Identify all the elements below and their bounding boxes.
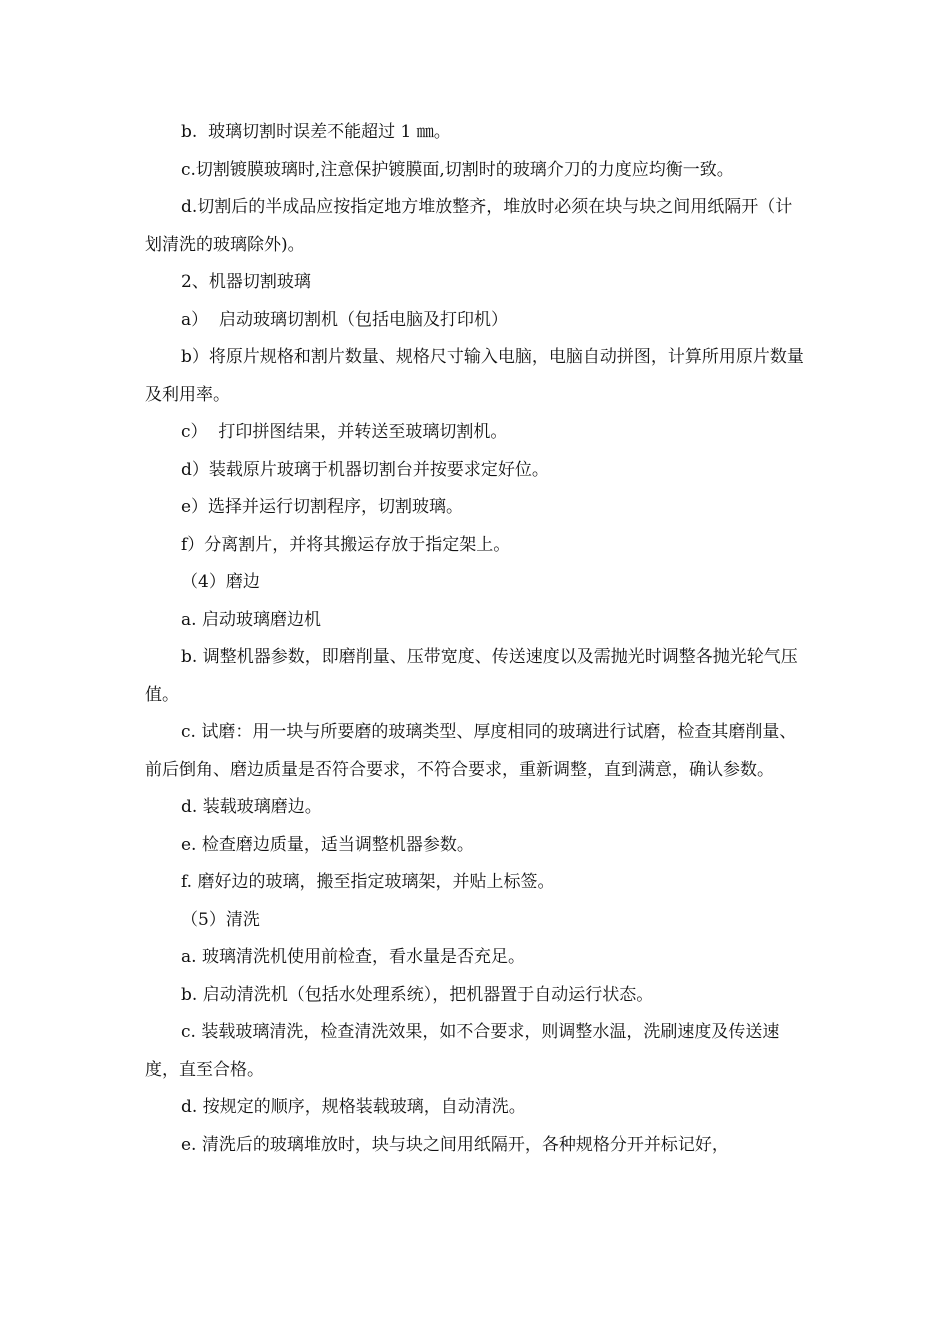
paragraph-run-program: e）选择并运行切割程序，切割玻璃。 (181, 497, 464, 517)
paragraph-move-to-rack: f. 磨好边的玻璃，搬至指定玻璃架，并贴上标签。 (181, 872, 555, 892)
paragraph-start-edger: a. 启动玻璃磨边机 (181, 609, 321, 630)
paragraph-check-water: a. 玻璃清洗机使用前检查，看水量是否充足。 (181, 947, 525, 967)
paragraph-start-cutter: a） 启动玻璃切割机（包括电脑及打印机） (181, 309, 508, 330)
paragraph-load-edging: d. 装载玻璃磨边。 (181, 797, 322, 817)
paragraph-stacking: d.切割后的半成品应按指定地方堆放整齐，堆放时必须在块与块之间用纸隔开（计划清洗的玻璃除外)。 (145, 197, 793, 255)
paragraph-start-washer: b. 启动清洗机（包括水处理系统），把机器置于自动运行状态。 (181, 984, 654, 1005)
paragraph-load-glass: d）装载原片玻璃于机器切割台并按要求定好位。 (181, 459, 549, 480)
paragraph-stack-after-cleaning: e. 清洗后的玻璃堆放时，块与块之间用纸隔开，各种规格分开并标记好， (181, 1134, 729, 1155)
paragraph-print-layout: c） 打印拼图结果，并转送至玻璃切割机。 (181, 422, 508, 442)
heading-cleaning: （5）清洗 (181, 909, 260, 930)
paragraph-load-cleaning: d. 按规定的顺序，规格装载玻璃，自动清洗。 (181, 1097, 526, 1117)
document-body (145, 114, 809, 1164)
paragraph-adjust-params: b. 调整机器参数，即磨削量、压带宽度、传送速度以及需抛光时调整各抛光轮气压值。 (145, 647, 798, 705)
paragraph-trial-grind: c. 试磨：用一块与所要磨的玻璃类型、厚度相同的玻璃进行试磨，检查其磨削量、前后倒角、磨边质量是否符合要求，不符合要求，重新调整，直到满意，确认参数。 (145, 722, 797, 780)
heading-edging: （4）磨边 (181, 572, 260, 592)
paragraph-coated-glass: c.切割镀膜玻璃时,注意保护镀膜面,切割时的玻璃介刀的力度应均衡一致。 (181, 159, 734, 180)
heading-machine-cutting: 2、机器切割玻璃 (181, 272, 311, 292)
paragraph-cut-tolerance: b. 玻璃切割时误差不能超过 1 ㎜。 (181, 122, 451, 142)
paragraph-separate-pieces: f）分离割片，并将其搬运存放于指定架上。 (181, 534, 511, 555)
paragraph-check-edging: e. 检查磨边质量，适当调整机器参数。 (181, 834, 474, 855)
paragraph-input-specs: b）将原片规格和割片数量、规格尺寸输入电脑，电脑自动拼图，计算所用原片数量及利用率。 (145, 347, 804, 405)
paragraph-check-cleaning: c. 装载玻璃清洗，检查清洗效果，如不合要求，则调整水温，洗刷速度及传送速度，直至合格。 (145, 1022, 780, 1080)
